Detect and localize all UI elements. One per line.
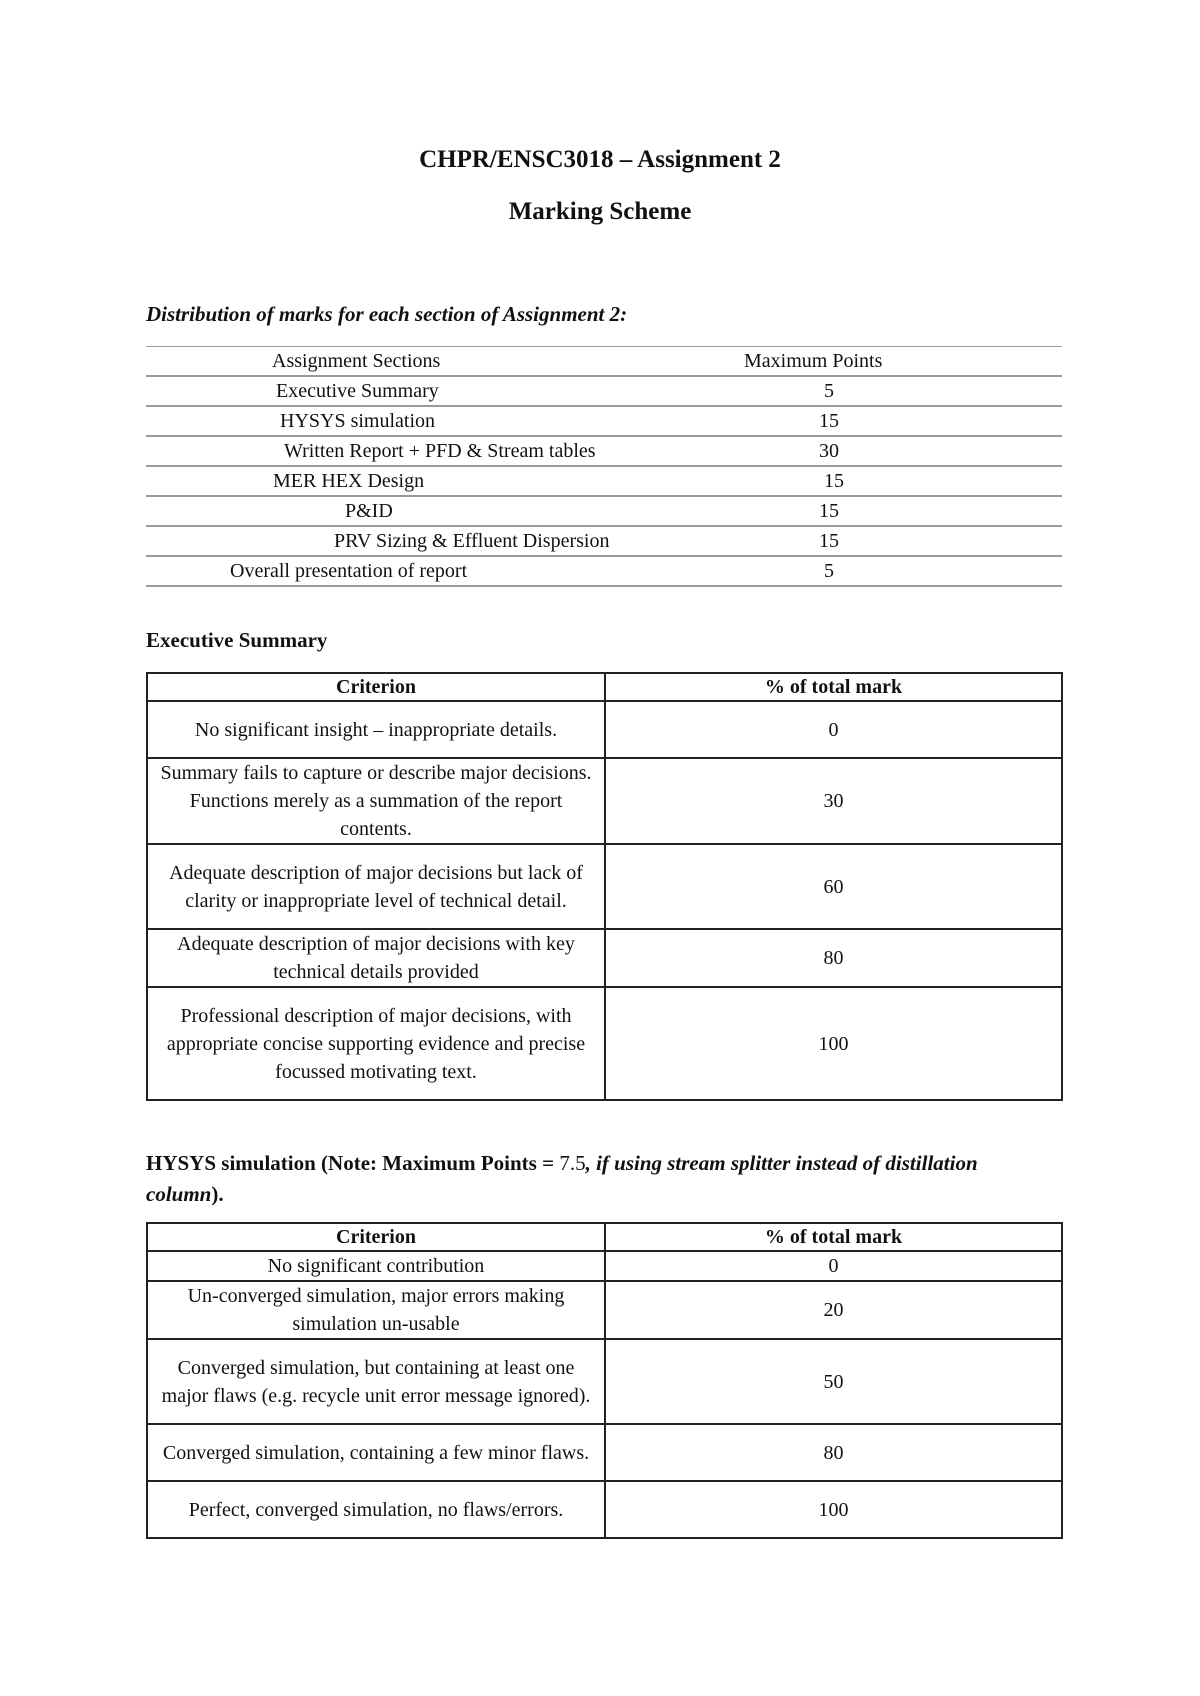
table-row: [146, 526, 1062, 556]
section-points: 15: [819, 530, 839, 552]
column-header: Criterion: [147, 1223, 605, 1251]
table-row: [146, 496, 1062, 526]
section-name: Written Report + PFD & Stream tables: [284, 440, 596, 462]
executive-summary-table: [146, 672, 1063, 1101]
page-title: CHPR/ENSC3018 – Assignment 2: [419, 146, 781, 173]
table-row: [146, 406, 1062, 436]
table-row: [146, 466, 1062, 496]
section-points: 15: [819, 410, 839, 432]
mark-cell: 100: [605, 987, 1062, 1100]
column-header: Criterion: [147, 673, 605, 701]
hysys-heading-part3: ).: [211, 1182, 224, 1206]
distribution-table: [146, 346, 1062, 587]
table-row: [147, 1251, 1062, 1281]
table-row: [147, 1481, 1062, 1538]
mark-cell: 80: [605, 1424, 1062, 1481]
mark-cell: 20: [605, 1281, 1062, 1339]
hysys-heading-part1: HYSYS simulation (Note: Maximum Points =: [146, 1151, 560, 1175]
hysys-max-points: 7.5: [559, 1151, 586, 1175]
table-row: [147, 758, 1062, 844]
section-name: Executive Summary: [276, 380, 439, 402]
table-header-row: [147, 673, 1062, 701]
section-name: HYSYS simulation: [280, 410, 436, 432]
table-header-row: [147, 1223, 1062, 1251]
table-row: [147, 844, 1062, 929]
criterion-cell: Converged simulation, containing a few minor flaws.: [147, 1424, 605, 1481]
mark-cell: 0: [605, 1251, 1062, 1281]
criterion-cell: Perfect, converged simulation, no flaws/errors.: [147, 1481, 605, 1538]
hysys-heading-part2: , if using stream splitter instead of distillation column: [146, 1151, 978, 1206]
table-row: [146, 436, 1062, 466]
criterion-cell: No significant insight – inappropriate details.: [147, 701, 605, 758]
mark-cell: 50: [605, 1339, 1062, 1424]
section-points: 5: [824, 380, 834, 402]
executive-summary-heading: Executive Summary: [146, 628, 328, 652]
table-row: [147, 1339, 1062, 1424]
column-header: Assignment Sections: [272, 350, 441, 372]
section-name: PRV Sizing & Effluent Dispersion: [334, 530, 610, 552]
table-row: [147, 1281, 1062, 1339]
section-name: MER HEX Design: [273, 470, 425, 492]
section-name: Overall presentation of report: [230, 560, 468, 582]
criterion-cell: Adequate description of major decisions but lack of clarity or inappropriate level of technical detail.: [147, 844, 605, 929]
criterion-cell: No significant contribution: [147, 1251, 605, 1281]
criterion-cell: Converged simulation, but containing at least one major flaws (e.g. recycle unit error message ignored).: [147, 1339, 605, 1424]
hysys-simulation-table: [146, 1222, 1063, 1539]
mark-cell: 0: [605, 701, 1062, 758]
criterion-cell: Professional description of major decisions, with appropriate concise supporting evidence and precise focussed motivating text.: [147, 987, 605, 1100]
hysys-heading: [146, 1148, 1026, 1210]
section-points: 5: [824, 560, 834, 582]
table-row: [147, 929, 1062, 987]
section-points: 15: [819, 500, 839, 522]
distribution-intro: Distribution of marks for each section of Assignment 2:: [146, 302, 628, 326]
table-row: [146, 376, 1062, 406]
section-points: 15: [824, 470, 844, 492]
column-header: Maximum Points: [744, 350, 883, 372]
table-row: [147, 987, 1062, 1100]
mark-cell: 30: [605, 758, 1062, 844]
criterion-cell: Adequate description of major decisions with key technical details provided: [147, 929, 605, 987]
table-row: [147, 1424, 1062, 1481]
table-row: [146, 347, 1062, 377]
mark-cell: 80: [605, 929, 1062, 987]
criterion-cell: Un-converged simulation, major errors making simulation un-usable: [147, 1281, 605, 1339]
criterion-cell: Summary fails to capture or describe major decisions. Functions merely as a summation of the report contents.: [147, 758, 605, 844]
page-subtitle: Marking Scheme: [508, 198, 692, 225]
table-row: [147, 701, 1062, 758]
column-header: % of total mark: [605, 673, 1062, 701]
section-points: 30: [819, 440, 839, 462]
column-header: % of total mark: [605, 1223, 1062, 1251]
mark-cell: 100: [605, 1481, 1062, 1538]
table-row: [146, 556, 1062, 586]
mark-cell: 60: [605, 844, 1062, 929]
section-name: P&ID: [345, 500, 393, 522]
